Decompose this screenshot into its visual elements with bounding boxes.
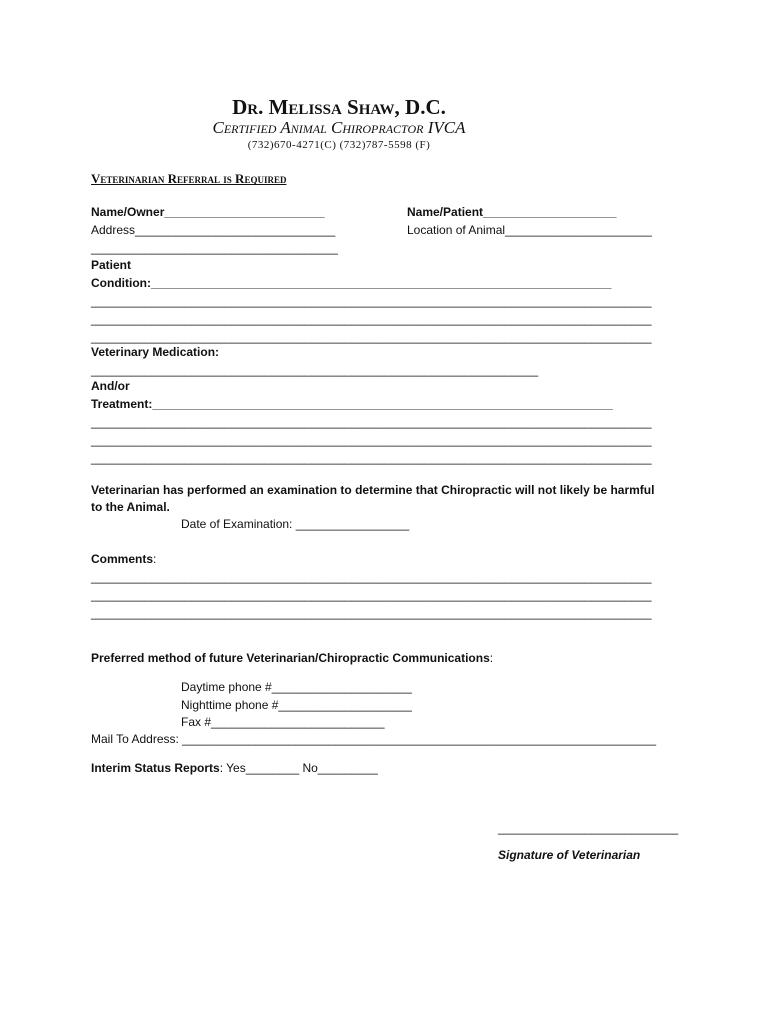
patient-label: Patient bbox=[91, 258, 132, 272]
mail-address-field[interactable]: Mail To Address: _______________________________________________________________________ bbox=[91, 732, 656, 746]
daytime-phone-field[interactable]: Daytime phone #_____________________ bbox=[181, 680, 412, 694]
treatment-line[interactable]: ____________________________________________________________________________________ bbox=[91, 433, 652, 447]
condition-field[interactable]: Condition:_____________________________________________________________________ bbox=[91, 276, 612, 290]
signature-label: Signature of Veterinarian bbox=[498, 848, 641, 862]
exam-statement-cont: to the Animal. bbox=[91, 500, 170, 514]
phone-numbers: (732)670-4271(C) (732)787-5598 (F) bbox=[247, 139, 431, 151]
treatment-line[interactable]: ____________________________________________________________________________________ bbox=[91, 415, 652, 429]
signature-line[interactable]: ___________________________ bbox=[498, 821, 679, 835]
comments-line[interactable]: ____________________________________________________________________________________ bbox=[91, 606, 652, 620]
referral-required-heading: Veterinarian Referral is Required bbox=[91, 171, 287, 186]
communications-label: Preferred method of future Veterinarian/Chiropractic Communications: bbox=[91, 651, 494, 665]
address-line-2[interactable]: _____________________________________ bbox=[91, 241, 338, 255]
comments-label: Comments: bbox=[91, 552, 157, 566]
condition-line[interactable]: ____________________________________________________________________________________ bbox=[91, 312, 652, 326]
condition-line[interactable]: ____________________________________________________________________________________ bbox=[91, 330, 652, 344]
owner-name-field[interactable]: Name/Owner________________________ bbox=[91, 205, 325, 219]
comments-line[interactable]: ____________________________________________________________________________________ bbox=[91, 588, 652, 602]
interim-status-reports[interactable]: Interim Status Reports: Yes________ No_________ bbox=[91, 761, 378, 775]
treatment-line[interactable]: ____________________________________________________________________________________ bbox=[91, 451, 652, 465]
condition-line[interactable]: ____________________________________________________________________________________ bbox=[91, 294, 652, 308]
treatment-field[interactable]: Treatment:_____________________________________________________________________ bbox=[91, 397, 613, 411]
nighttime-phone-field[interactable]: Nighttime phone #____________________ bbox=[181, 698, 412, 712]
andor-label: And/or bbox=[91, 379, 130, 393]
medication-label: Veterinary Medication: bbox=[91, 345, 220, 359]
exam-statement: Veterinarian has performed an examination to determine that Chiropractic will not likely be harmful bbox=[91, 483, 655, 497]
exam-date-field[interactable]: Date of Examination: _________________ bbox=[181, 517, 410, 531]
fax-field[interactable]: Fax #__________________________ bbox=[181, 715, 385, 729]
patient-name-field[interactable]: Name/Patient____________________ bbox=[407, 205, 617, 219]
animal-location-field[interactable]: Location of Animal______________________ bbox=[407, 223, 652, 237]
address-field[interactable]: Address______________________________ bbox=[91, 223, 336, 237]
certification-subtitle: Certified Animal Chiropractor IVCA bbox=[212, 118, 466, 137]
medication-line[interactable]: ___________________________________________________________________ bbox=[91, 363, 539, 377]
doctor-name-title: Dr. Melissa Shaw, D.C. bbox=[232, 95, 446, 119]
comments-line[interactable]: ____________________________________________________________________________________ bbox=[91, 570, 652, 584]
